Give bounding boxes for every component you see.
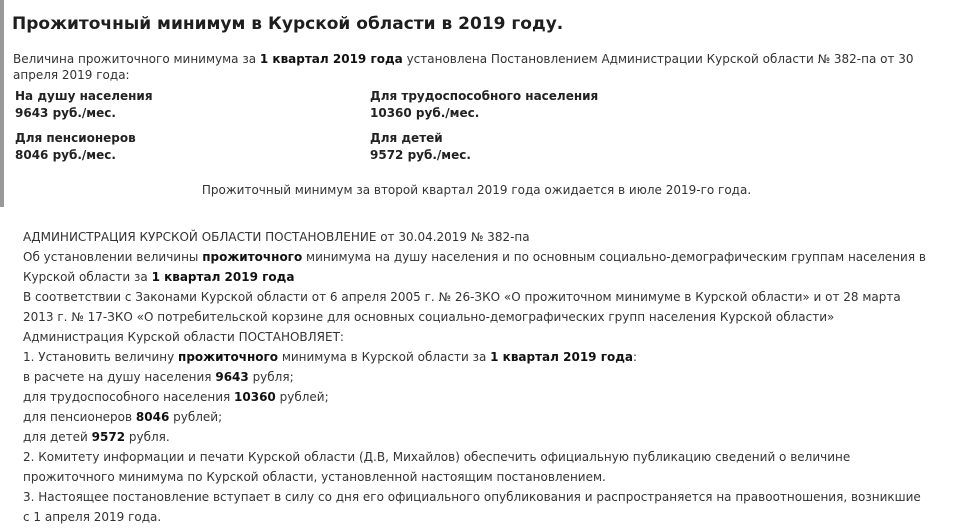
item1-pre: 1. Установить величину — [23, 350, 179, 364]
row-value: 10360 — [234, 390, 276, 404]
row-unit: рублей; — [275, 390, 329, 404]
decree-header: АДМИНИСТРАЦИЯ КУРСКОЙ ОБЛАСТИ ПОСТАНОВЛЕНИЕ от 30.04.2019 № 382-па — [23, 230, 530, 244]
group-pensioners — [15, 130, 136, 164]
row-label: для пенсионеров — [23, 410, 136, 424]
decree-laws: В соответствии с Законами Курской области от 6 апреля 2005 г. № 26-ЗКО «О прожиточном минимуме в Курской области» и от 28 марта 2013 г. № 17-ЗКО «О потребительской корзине для основных социально-демографических групп населения Курской области» Администрация Курской области ПОСТАНОВЛЯЕТ: — [23, 290, 901, 344]
group-label: На душу населения — [15, 89, 153, 103]
item1-period: 1 квартал 2019 года — [490, 350, 633, 364]
row-label: для детей — [23, 430, 92, 444]
decree-subject — [23, 247, 928, 287]
decree-row — [23, 427, 928, 447]
decree-subject-mid: минимума на душу населения и по основным социально-демографическим группам населения в Курской области за — [23, 250, 926, 284]
decree-row — [23, 407, 928, 427]
page-title: Прожиточный минимум в Курской области в 2019 году. — [12, 14, 564, 34]
decree-row — [23, 367, 928, 387]
row-value: 9643 — [215, 370, 249, 384]
group-label: Для трудоспособного населения — [370, 89, 599, 103]
item1-mid: минимума в Курской области за — [278, 350, 491, 364]
decree-item-3: 3. Настоящее постановление вступает в силу со дня его официального опубликования и распространяется на правоотношения, возникшие с 1 апреля 2019 года. — [23, 490, 921, 524]
group-children — [370, 130, 471, 164]
group-working-age — [370, 88, 598, 122]
row-label: для трудоспособного населения — [23, 390, 235, 404]
group-value: 10360 руб./мес. — [370, 106, 480, 120]
item1-bold: прожиточного — [178, 350, 278, 364]
row-value: 9572 — [91, 430, 126, 444]
decree-text — [23, 227, 928, 527]
row-value: 8046 — [135, 410, 170, 424]
group-label: Для пенсионеров — [15, 131, 136, 145]
decree-row — [23, 387, 928, 407]
group-value: 9643 руб./мес. — [15, 106, 116, 120]
group-value: 9572 руб./мес. — [370, 148, 471, 162]
row-unit: рубля. — [125, 430, 170, 444]
row-unit: рубля; — [248, 370, 294, 384]
row-label: в расчете на душу населения — [23, 370, 216, 384]
expectation-note: Прожиточный минимум за второй квартал 2019 года ожидается в июле 2019-го года. — [201, 183, 752, 197]
decree-subject-period: 1 квартал 2019 года — [151, 270, 295, 284]
intro-paragraph — [13, 51, 948, 83]
intro-period: 1 квартал 2019 года — [259, 52, 403, 66]
decree-subject-bold: прожиточного — [202, 250, 303, 264]
decree-item-1 — [23, 347, 928, 367]
row-unit: рублей; — [169, 410, 223, 424]
group-per-capita — [15, 88, 153, 122]
decree-subject-pre: Об установлении величины — [23, 250, 203, 264]
left-border — [0, 0, 4, 207]
decree-item-2: 2. Комитету информации и печати Курской области (Д.В, Михайлов) обеспечить официальную публикацию сведений о величине прожиточного минимума по Курской области, установленной настоящим постановлением. — [23, 450, 851, 484]
intro-text-post: установлена Постановлением Администрации Курской области № 382-па от 30 апреля 2019 года: — [13, 52, 914, 82]
intro-text-pre: Величина прожиточного минимума за — [13, 52, 260, 66]
group-label: Для детей — [370, 131, 443, 145]
item1-end: : — [633, 350, 638, 364]
group-value: 8046 руб./мес. — [15, 148, 116, 162]
